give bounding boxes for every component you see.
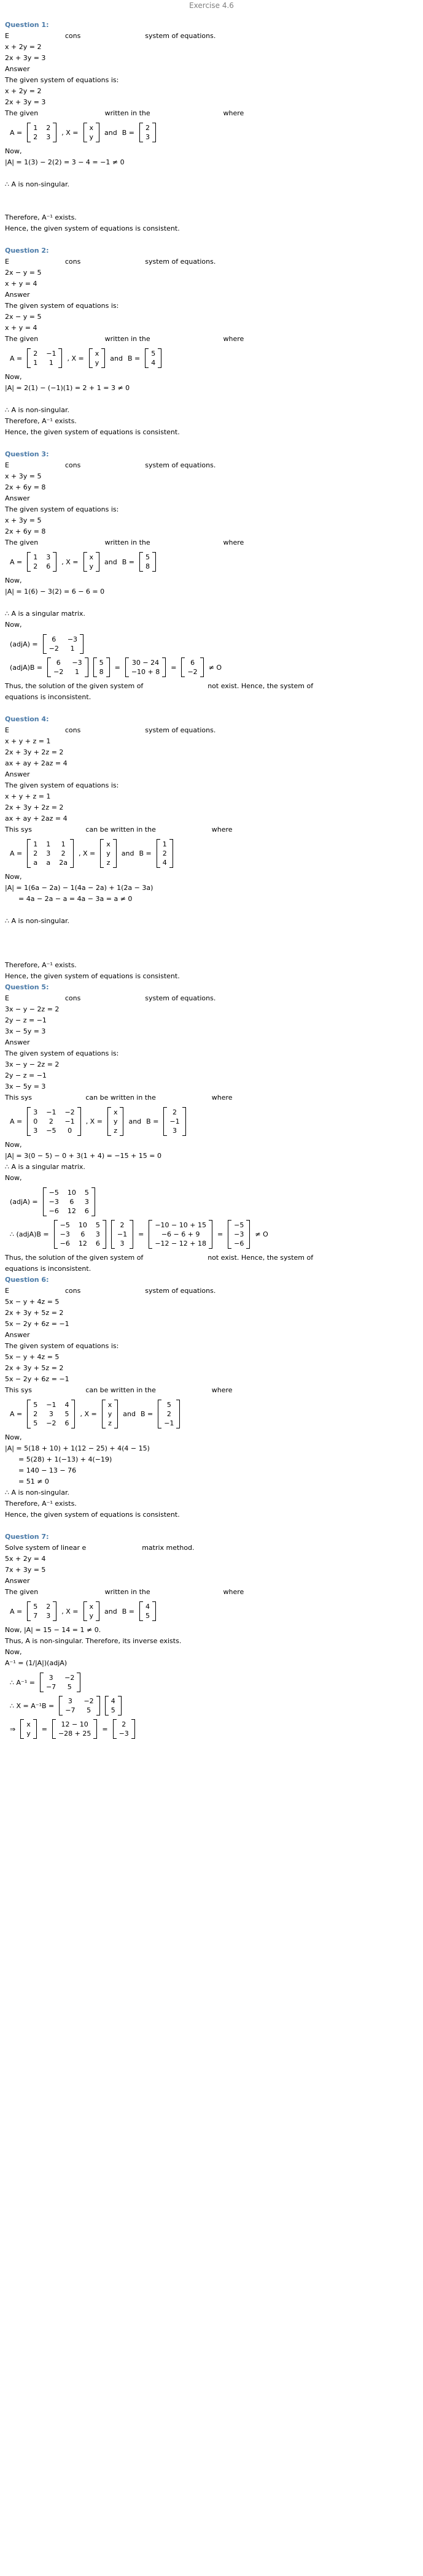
adj-label: (adjA) = xyxy=(10,1198,38,1206)
label-b: B = xyxy=(146,1117,159,1125)
not-equal-o: ≠ O xyxy=(208,663,222,672)
q3-now2: Now, xyxy=(5,621,22,629)
q5-singular: ∴ A is a singular matrix. xyxy=(5,1163,85,1171)
matrix-a: 1 3 2 6 xyxy=(27,552,56,572)
matrix-x: x y z xyxy=(107,1107,124,1136)
q7-final: ⇒ x y = 12 − 10 −28 + 25 = 2 −3 xyxy=(10,1719,417,1739)
q2-exists: Therefore, A⁻¹ exists. xyxy=(5,417,77,425)
q5-eq3: 3x − 5y = 3 xyxy=(5,1027,46,1035)
product-matrix: −10 − 10 + 15 −6 − 6 + 9 −12 − 12 + 18 xyxy=(149,1220,212,1249)
matrix-b: 2 3 xyxy=(139,123,156,142)
matrix-x: x y z xyxy=(102,1400,118,1428)
q6-conclusion: Hence, the given system of equations is consistent. xyxy=(5,1511,180,1519)
q5-given-eq1: 3x − y − 2z = 2 xyxy=(5,1060,60,1068)
q4-statement: E cons system of equations. xyxy=(5,726,216,734)
q4-eq3: ax + ay + 2az = 4 xyxy=(5,759,68,767)
q5-eq1: 3x − y − 2z = 2 xyxy=(5,1005,60,1013)
question-1-heading: Question 1: xyxy=(5,21,49,29)
q7-inverse-formula: A⁻¹ = (1/|A|)(adjA) xyxy=(5,1659,68,1667)
matrix-x: x y xyxy=(89,348,106,368)
q5-det: |A| = 3(0 − 5) − 0 + 3(1 + 4) = −15 + 15 = 0 xyxy=(5,1152,161,1160)
and-label: and xyxy=(104,128,117,137)
matrix-b: 2 −1 3 xyxy=(111,1220,133,1249)
matrix-a: 1 2 2 3 xyxy=(27,123,56,142)
matrix-b: 1 2 4 xyxy=(157,839,173,868)
q5-now: Now, xyxy=(5,1141,22,1149)
q5-form: This sys can be written in the where xyxy=(5,1094,233,1102)
label-a: A = xyxy=(10,1607,23,1616)
matrix-a: 5 −1 4 2 3 5 5 −2 6 xyxy=(27,1400,75,1428)
and-label: and xyxy=(104,1607,117,1616)
matrix-a: 3 −1 −2 0 2 −1 3 −5 0 xyxy=(27,1107,80,1136)
q7-solution xyxy=(10,1696,417,1715)
label-b: B = xyxy=(127,354,141,362)
q1-now: Now, xyxy=(5,147,22,155)
result-matrix: −5 −3 −6 xyxy=(228,1220,250,1249)
q4-given-eq2: 2x + 3y + 2z = 2 xyxy=(5,803,64,811)
label-x: , X = xyxy=(61,558,79,566)
label-a: A = xyxy=(10,128,23,137)
page-title: Exercise 4.6 xyxy=(189,1,234,10)
q3-inconsistent: equations is inconsistent. xyxy=(5,693,91,701)
q7-matrices xyxy=(10,1601,417,1621)
q5-adj xyxy=(10,1187,417,1216)
q6-given: The given system of equations is: xyxy=(5,1342,119,1350)
q3-given-eq2: 2x + 6y = 8 xyxy=(5,527,46,535)
q2-matrices xyxy=(10,348,417,368)
q6-eq3: 5x − 2y + 6z = −1 xyxy=(5,1320,69,1328)
q1-given-eq1: x + 2y = 2 xyxy=(5,87,42,95)
q5-given-eq3: 3x − 5y = 3 xyxy=(5,1083,46,1091)
matrix-x: x y xyxy=(83,552,100,572)
q6-now: Now, xyxy=(5,1433,22,1441)
q6-eq1: 5x − y + 4z = 5 xyxy=(5,1298,60,1306)
question-3-heading: Question 3: xyxy=(5,450,49,458)
q3-eq1: x + 3y = 5 xyxy=(5,472,42,480)
q3-thus: Thus, the solution of the given system of not exist. Hence, the system of xyxy=(5,682,314,690)
q1-given-eq2: 2x + 3y = 3 xyxy=(5,98,46,106)
q2-eq2: x + y = 4 xyxy=(5,280,37,288)
adjb-label: ∴ (adjA)B = xyxy=(10,1230,49,1238)
q7-now: Now, xyxy=(5,1648,22,1656)
q5-matrices xyxy=(10,1107,417,1136)
q2-statement: E cons system of equations. xyxy=(5,258,216,266)
result-matrix: 6 −2 xyxy=(181,657,203,677)
q1-given: The given system of equations is: xyxy=(5,76,119,84)
matrix-a: 5 2 7 3 xyxy=(27,1601,56,1621)
q2-given: The given system of equations is: xyxy=(5,302,119,310)
matrix-b: 2 −1 3 xyxy=(163,1107,185,1136)
q3-singular: ∴ A is a singular matrix. xyxy=(5,610,85,618)
q6-given-eq2: 2x + 3y + 5z = 2 xyxy=(5,1364,64,1372)
q6-exists: Therefore, A⁻¹ exists. xyxy=(5,1500,77,1508)
q4-given-eq1: x + y + z = 1 xyxy=(5,792,51,800)
question-6-heading: Question 6: xyxy=(5,1276,49,1284)
adj-label: (adjA) = xyxy=(10,640,38,648)
q4-now: Now, xyxy=(5,873,22,881)
matrix-x: x y xyxy=(83,123,100,142)
and-label: and xyxy=(128,1117,142,1125)
q1-conclusion: Hence, the given system of equations is consistent. xyxy=(5,224,180,232)
q5-eq2: 2y − z = −1 xyxy=(5,1016,47,1024)
and-label: and xyxy=(121,849,134,857)
inverse-matrix: 3 −2 −7 5 xyxy=(59,1696,99,1715)
q3-adj xyxy=(10,634,417,654)
q7-answer-label: Answer xyxy=(5,1577,30,1585)
q6-given-eq3: 5x − 2y + 6z = −1 xyxy=(5,1375,69,1383)
q3-det: |A| = 1(6) − 3(2) = 6 − 6 = 0 xyxy=(5,588,105,596)
implies-symbol: ⇒ xyxy=(10,1725,16,1733)
q7-nonsingular: Thus, A is non-singular. Therefore, its inverse exists. xyxy=(5,1637,182,1645)
label-a: A = xyxy=(10,1117,23,1125)
q6-det4: = 51 ≠ 0 xyxy=(18,1478,49,1485)
q3-matrices xyxy=(10,552,417,572)
q6-statement: E cons system of equations. xyxy=(5,1287,216,1295)
q7-statement: Solve system of linear e matrix method. xyxy=(5,1544,195,1552)
label-x: , X = xyxy=(67,354,84,362)
adj-matrix: 6 −3 −2 1 xyxy=(43,634,83,654)
q2-answer-label: Answer xyxy=(5,291,30,299)
q2-given-eq2: x + y = 4 xyxy=(5,324,37,332)
q5-now2: Now, xyxy=(5,1174,22,1182)
q1-answer-label: Answer xyxy=(5,65,30,73)
q1-det: |A| = 1(3) − 2(2) = 3 − 4 = −1 ≠ 0 xyxy=(5,158,125,166)
inverse-label: ∴ A⁻¹ = xyxy=(10,1678,35,1687)
matrix-b: 5 4 xyxy=(145,348,161,368)
matrix-x: x y xyxy=(83,1601,100,1621)
q6-det1: |A| = 5(18 + 10) + 1(12 − 25) + 4(4 − 15) xyxy=(5,1444,150,1452)
q1-eq2: 2x + 3y = 3 xyxy=(5,54,46,62)
q4-matrices xyxy=(10,839,417,868)
q5-adjb: ∴ (adjA)B = −5 10 5 −3 6 3 −6 12 6 2 −1 3 = −10 − 10 + 15 −6 − 6 + 9 −12 − 12 + 18 = −5 −3 −6 ≠ O xyxy=(10,1221,268,1248)
q5-given-eq2: 2y − z = −1 xyxy=(5,1071,47,1079)
q3-form: The given written in the where xyxy=(5,539,244,546)
q5-statement: E cons system of equations. xyxy=(5,994,216,1002)
q4-nonsingular: ∴ A is non-singular. xyxy=(5,917,69,925)
q1-statement: E cons system of equations. xyxy=(5,32,216,40)
matrix-b: 5 8 xyxy=(139,552,156,572)
q4-form: This sys can be written in the where xyxy=(5,826,233,834)
q6-matrices xyxy=(10,1400,417,1428)
q2-now: Now, xyxy=(5,373,22,381)
q1-exists: Therefore, A⁻¹ exists. xyxy=(5,213,77,221)
content xyxy=(0,20,423,1739)
q4-conclusion: Hence, the given system of equations is consistent. xyxy=(5,972,180,980)
label-x: , X = xyxy=(85,1117,103,1125)
q5-inconsistent: equations is inconsistent. xyxy=(5,1265,91,1273)
matrix-a: 1 1 1 2 3 2 a a 2a xyxy=(27,839,74,868)
q3-answer-label: Answer xyxy=(5,494,30,502)
q4-given-eq3: ax + ay + 2az = 4 xyxy=(5,815,68,822)
label-a: A = xyxy=(10,558,23,566)
q3-now: Now, xyxy=(5,577,22,585)
q5-thus: Thus, the solution of the given system of not exist. Hence, the system of xyxy=(5,1254,314,1262)
label-b: B = xyxy=(122,128,134,137)
label-b: B = xyxy=(139,849,152,857)
label-x: , X = xyxy=(80,1410,97,1418)
q2-eq1: 2x − y = 5 xyxy=(5,269,42,277)
q4-given: The given system of equations is: xyxy=(5,781,119,789)
q4-eq1: x + y + z = 1 xyxy=(5,737,51,745)
q3-given-eq1: x + 3y = 5 xyxy=(5,516,42,524)
q4-det1: |A| = 1(6a − 2a) − 1(4a − 2a) + 1(2a − 3a) xyxy=(5,884,153,892)
matrix-x: x y xyxy=(20,1719,37,1739)
q5-answer-label: Answer xyxy=(5,1038,30,1046)
label-b: B = xyxy=(122,558,134,566)
q6-det2: = 5(28) + 1(−13) + 4(−19) xyxy=(18,1455,112,1463)
adjb-label: (adjA)B = xyxy=(10,663,43,672)
matrix-a: 2 −1 1 1 xyxy=(27,348,62,368)
q6-answer-label: Answer xyxy=(5,1331,30,1339)
q1-matrices xyxy=(10,123,417,142)
q7-eq1: 5x + 2y = 4 xyxy=(5,1555,46,1563)
q4-exists: Therefore, A⁻¹ exists. xyxy=(5,961,77,969)
label-x: , X = xyxy=(61,1607,79,1616)
q7-eq2: 7x + 3y = 5 xyxy=(5,1566,46,1574)
matrix-b: 4 5 xyxy=(105,1696,122,1715)
q1-form: The given written in the where xyxy=(5,109,244,117)
q2-form: The given written in the where xyxy=(5,335,244,343)
q7-det: Now, |A| = 15 − 14 = 1 ≠ 0. xyxy=(5,1626,101,1634)
q6-nonsingular: ∴ A is non-singular. xyxy=(5,1489,69,1497)
matrix-b: 4 5 xyxy=(139,1601,156,1621)
q5-given: The given system of equations is: xyxy=(5,1049,119,1057)
q6-form: This sys can be written in the where xyxy=(5,1386,233,1394)
q1-nonsingular: ∴ A is non-singular. xyxy=(5,180,69,188)
matrix-b: 5 8 xyxy=(93,657,110,677)
question-5-heading: Question 5: xyxy=(5,983,49,991)
q2-nonsingular: ∴ A is non-singular. xyxy=(5,406,69,414)
question-2-heading: Question 2: xyxy=(5,247,49,255)
label-a: A = xyxy=(10,1410,23,1418)
and-label: and xyxy=(104,558,117,566)
q2-given-eq1: 2x − y = 5 xyxy=(5,313,42,321)
q4-det2: = 4a − 2a − a = 4a − 3a = a ≠ 0 xyxy=(18,895,133,903)
and-label: and xyxy=(110,354,123,362)
inverse-matrix: 3 −2 −7 5 xyxy=(40,1673,80,1692)
q6-det3: = 140 − 13 − 76 xyxy=(18,1466,77,1474)
q6-eq2: 2x + 3y + 5z = 2 xyxy=(5,1309,64,1317)
adj-matrix: 6 −3 −2 1 xyxy=(47,657,88,677)
q3-statement: E cons system of equations. xyxy=(5,461,216,469)
label-b: B = xyxy=(140,1410,153,1418)
q2-conclusion: Hence, the given system of equations is consistent. xyxy=(5,428,180,436)
adj-matrix: −5 10 5 −3 6 3 −6 12 6 xyxy=(43,1187,95,1216)
q3-given: The given system of equations is: xyxy=(5,505,119,513)
matrix-x: x y z xyxy=(100,839,117,868)
q3-adjb: (adjA)B = 6 −3 −2 1 5 8 = 30 − 24 −10 + 8 = 6 −2 ≠ O xyxy=(10,659,222,676)
product-matrix: 12 − 10 −28 + 25 xyxy=(52,1719,97,1739)
not-equal-o: ≠ O xyxy=(255,1230,268,1238)
question-7-heading: Question 7: xyxy=(5,1533,49,1541)
label-b: B = xyxy=(122,1607,134,1616)
q4-answer-label: Answer xyxy=(5,770,30,778)
adj-matrix: −5 10 5 −3 6 3 −6 12 6 xyxy=(54,1220,106,1249)
label-x: , X = xyxy=(79,849,96,857)
label-a: A = xyxy=(10,354,23,362)
question-4-heading: Question 4: xyxy=(5,715,49,723)
q7-form: The given written in the where xyxy=(5,1588,244,1596)
q2-det: |A| = 2(1) − (−1)(1) = 2 + 1 = 3 ≠ 0 xyxy=(5,384,130,392)
label-a: A = xyxy=(10,849,23,857)
and-label: and xyxy=(123,1410,136,1418)
q1-eq1: x + 2y = 2 xyxy=(5,43,42,51)
q4-eq2: 2x + 3y + 2z = 2 xyxy=(5,748,64,756)
q6-given-eq1: 5x − y + 4z = 5 xyxy=(5,1353,60,1361)
matrix-b: 5 2 −1 xyxy=(158,1400,180,1428)
result-matrix: 2 −3 xyxy=(113,1719,135,1739)
q7-inverse xyxy=(10,1673,417,1692)
product-matrix: 30 − 24 −10 + 8 xyxy=(125,657,166,677)
solution-label: ∴ X = A⁻¹B = xyxy=(10,1701,55,1710)
q3-eq2: 2x + 6y = 8 xyxy=(5,483,46,491)
label-x: , X = xyxy=(61,128,79,137)
